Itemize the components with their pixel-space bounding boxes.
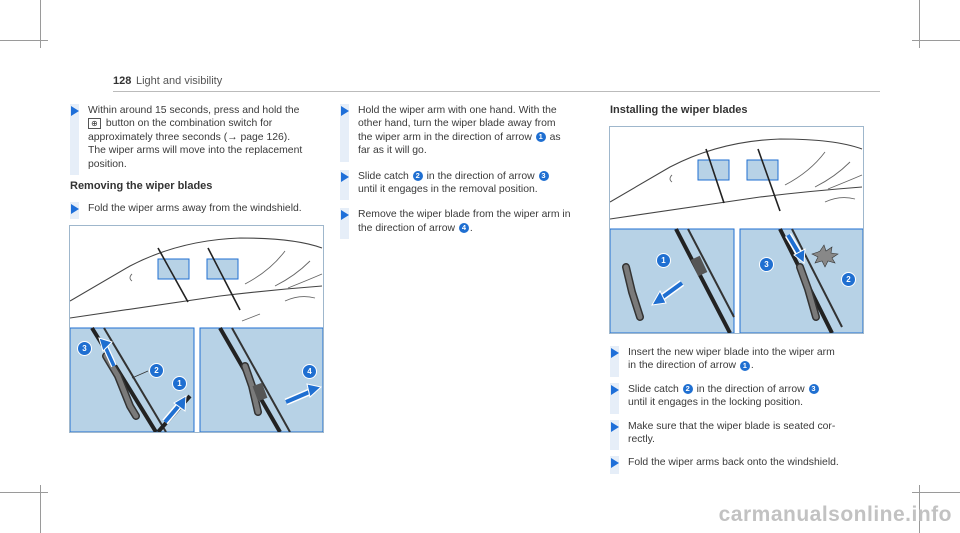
callout-2: 2 xyxy=(841,272,856,287)
step-check-seated: Make sure that the wiper blade is seated cor- rectly. xyxy=(610,420,868,447)
callout-1: 1 xyxy=(656,253,671,268)
column-1 xyxy=(70,104,328,215)
step-arrow-icon xyxy=(341,106,349,116)
step-hold-wiper-arm: Hold the wiper arm with one hand. With the other hand, turn the wiper blade away from the wiper arm in the direction of arrow 1 as far as it will go. xyxy=(340,104,598,158)
step-arrow-icon xyxy=(71,204,79,214)
step-arrow-icon xyxy=(341,172,349,182)
step-slide-catch-removal: Slide catch 2 in the direction of arrow 3 until it engages in the removal position. xyxy=(340,170,598,197)
callout-2: 2 xyxy=(683,384,693,394)
callout-1: 1 xyxy=(536,132,546,142)
column-3-steps xyxy=(610,346,868,470)
heading-installing: Installing the wiper blades xyxy=(610,104,748,116)
step-arrow-icon xyxy=(71,106,79,116)
callout-4: 4 xyxy=(302,364,317,379)
section-title: Light and visibility xyxy=(136,75,223,87)
callout-2: 2 xyxy=(413,171,423,181)
heading-removing: Removing the wiper blades xyxy=(70,180,213,193)
callout-3: 3 xyxy=(77,341,92,356)
wiper-switch-icon: ⊕ xyxy=(88,118,101,129)
callout-3: 3 xyxy=(809,384,819,394)
step-arrow-icon xyxy=(611,458,619,468)
step-remove-blade: Remove the wiper blade from the wiper arm in the direction of arrow 4 . xyxy=(340,208,598,235)
callout-3: 3 xyxy=(539,171,549,181)
step-arrow-icon xyxy=(341,210,349,220)
step-press-wiper-button: Within around 15 seconds, press and hold the ⊕ button on the combination switch for approximately three seconds (→ page 126). The wiper arms will move into the replacement position. xyxy=(70,104,328,171)
step-insert-blade: Insert the new wiper blade into the wiper arm in the direction of arrow 1 . xyxy=(610,346,868,373)
callout-2: 2 xyxy=(149,363,164,378)
callout-3: 3 xyxy=(759,257,774,272)
watermark: carmanualsonline.info xyxy=(718,503,952,526)
install-illustration xyxy=(610,127,863,333)
figure-installing-wiper-blades xyxy=(609,126,864,334)
step-fold-back: Fold the wiper arms back onto the windshield. xyxy=(610,456,868,469)
removal-illustration xyxy=(70,226,323,432)
column-2 xyxy=(340,104,598,235)
step-arrow-icon xyxy=(611,385,619,395)
step-slide-catch-locking: Slide catch 2 in the direction of arrow 3 until it engages in the locking position. xyxy=(610,383,868,410)
step-arrow-icon xyxy=(611,348,619,358)
callout-4: 4 xyxy=(459,223,469,233)
header-rule xyxy=(113,91,880,92)
page-number: 128 xyxy=(113,75,132,87)
step-arrow-icon xyxy=(611,422,619,432)
callout-1: 1 xyxy=(172,376,187,391)
figure-removing-wiper-blades xyxy=(69,225,324,433)
step-fold-wiper-arms: Fold the wiper arms away from the windshield. xyxy=(70,202,328,215)
callout-1: 1 xyxy=(740,361,750,371)
